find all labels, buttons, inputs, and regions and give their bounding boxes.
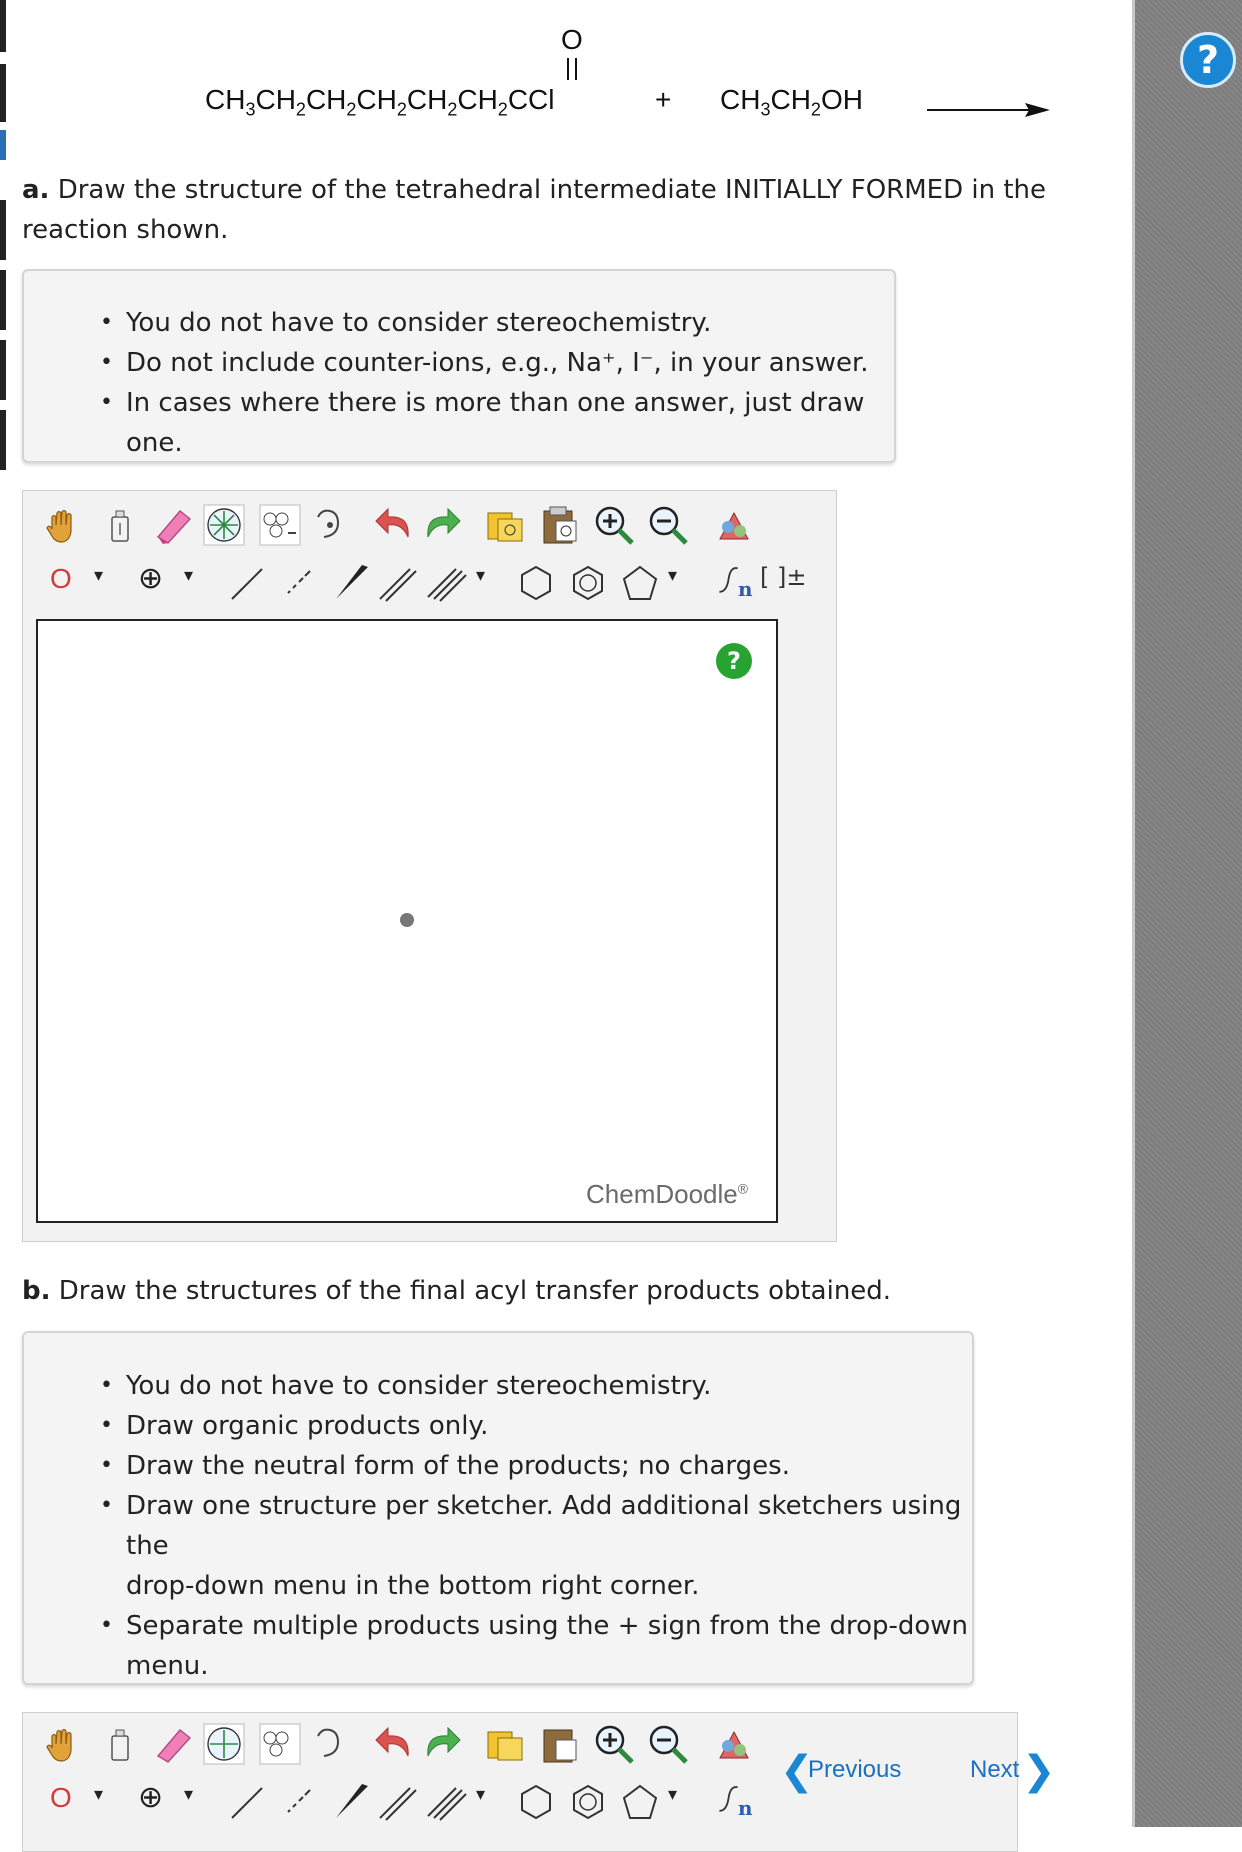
clear-canvas-icon[interactable] (98, 1722, 142, 1766)
chevron-down-icon[interactable]: ▾ (668, 1784, 678, 1805)
bracket-tool[interactable]: [ ]± (760, 563, 807, 591)
pan-hand-icon[interactable] (40, 503, 84, 547)
zoom-out-icon[interactable] (646, 1722, 690, 1766)
canvas-cursor-dot (400, 913, 414, 927)
pan-hand-icon[interactable] (40, 1722, 84, 1766)
redo-icon[interactable] (420, 503, 464, 547)
acyl-chloride-formula: $CH_3CH_2CH_2CH_2CH_2CH_2CCl$ (205, 84, 555, 120)
rotate-icon[interactable] (308, 503, 352, 547)
chevron-left-icon: ❮ (780, 1748, 814, 1794)
clean-structure-icon[interactable] (712, 1722, 756, 1766)
chevron-down-icon: ▾ (94, 565, 104, 586)
center-molecule-icon[interactable] (202, 503, 246, 547)
note-item: • You do not have to consider stereochemistry. (24, 303, 894, 343)
part-b-notes (22, 1331, 974, 1685)
chevron-down-icon: ▾ (184, 1784, 194, 1805)
dashed-bond-icon[interactable] (278, 561, 322, 605)
flip-icon[interactable] (258, 503, 302, 547)
note-item: • You do not have to consider stereochemistry. (24, 1366, 972, 1406)
atom-selector[interactable]: O ▾ (50, 1782, 104, 1813)
double-bond-icon[interactable] (376, 1780, 420, 1824)
chevron-down-icon[interactable]: ▾ (476, 565, 486, 586)
note-item: • Draw the neutral form of the products; no charges. (24, 1446, 972, 1486)
benzene-icon[interactable] (566, 561, 610, 605)
chevron-down-icon[interactable]: ▾ (668, 565, 678, 586)
part-a-prompt: a. Draw the structure of the tetrahedral intermediate INITIALLY FORMED in the reaction shown. (22, 175, 1047, 245)
clear-canvas-icon[interactable] (98, 503, 142, 547)
reaction-scheme (0, 0, 1100, 140)
rotate-icon[interactable] (308, 1722, 352, 1766)
chevron-down-icon: ▾ (184, 565, 194, 586)
wedge-bond-icon[interactable] (330, 1780, 374, 1824)
sketcher-help-icon[interactable]: ? (716, 643, 752, 679)
eraser-icon[interactable] (150, 503, 194, 547)
zoom-in-icon[interactable] (592, 503, 636, 547)
part-b-prompt: b. Draw the structures of the final acyl transfer products obtained. (22, 1276, 892, 1306)
right-side-panel (1132, 0, 1242, 1827)
benzene-icon[interactable] (566, 1780, 610, 1824)
eraser-icon[interactable] (150, 1722, 194, 1766)
left-edge (0, 0, 6, 1827)
chevron-down-icon: ▾ (94, 1784, 104, 1805)
sgroup-tool[interactable]: n (712, 1780, 756, 1820)
reaction-arrow (925, 98, 1050, 122)
copy-icon[interactable] (484, 1722, 528, 1766)
note-item: • In cases where there is more than one answer, just draw one. (24, 383, 894, 463)
dashed-bond-icon[interactable] (278, 1780, 322, 1824)
note-item: • Separate multiple products using the + sign from the drop-down menu. (24, 1606, 972, 1686)
triple-bond-icon[interactable] (424, 1780, 468, 1824)
help-button[interactable]: ? (1180, 32, 1236, 88)
carbonyl-oxygen: O (561, 24, 583, 55)
plus-sign: + (655, 84, 672, 115)
triple-bond-icon[interactable] (424, 561, 468, 605)
charge-selector[interactable]: ⊕ ▾ (138, 561, 194, 596)
atom-selector[interactable]: O ▾ (50, 563, 104, 594)
note-item: • Do not include counter-ions, e.g., Na⁺, I⁻, in your answer. (24, 343, 894, 383)
part-a-notes (22, 269, 896, 463)
zoom-out-icon[interactable] (646, 503, 690, 547)
note-item: • Draw one structure per sketcher. Add additional sketchers using the drop-down menu in the bottom right corner. (24, 1486, 972, 1606)
ethanol-formula: $CH_3CH_2OH$ (720, 84, 863, 120)
redo-icon[interactable] (420, 1722, 464, 1766)
cyclopentane-icon[interactable] (618, 1780, 662, 1824)
flip-icon[interactable] (258, 1722, 302, 1766)
charge-selector[interactable]: ⊕ ▾ (138, 1780, 194, 1815)
chevron-down-icon[interactable]: ▾ (476, 1784, 486, 1805)
cyclohexane-icon[interactable] (514, 561, 558, 605)
sketcher-a-canvas[interactable] (36, 619, 778, 1223)
center-molecule-icon[interactable] (202, 1722, 246, 1766)
carbonyl-double-bond (567, 58, 577, 80)
copy-icon[interactable] (484, 503, 528, 547)
cyclohexane-icon[interactable] (514, 1780, 558, 1824)
chemdoodle-brand: ChemDoodle® (586, 1179, 749, 1209)
wedge-bond-icon[interactable] (330, 561, 374, 605)
double-bond-icon[interactable] (376, 561, 420, 605)
undo-icon[interactable] (372, 503, 416, 547)
chevron-right-icon: ❯ (1022, 1748, 1056, 1794)
cyclopentane-icon[interactable] (618, 561, 662, 605)
undo-icon[interactable] (372, 1722, 416, 1766)
single-bond-icon[interactable] (226, 1780, 270, 1824)
sgroup-tool[interactable]: n (712, 561, 756, 601)
single-bond-icon[interactable] (226, 561, 270, 605)
paste-icon[interactable] (538, 1722, 582, 1766)
paste-icon[interactable] (538, 503, 582, 547)
zoom-in-icon[interactable] (592, 1722, 636, 1766)
note-item: • Draw organic products only. (24, 1406, 972, 1446)
clean-structure-icon[interactable] (712, 503, 756, 547)
